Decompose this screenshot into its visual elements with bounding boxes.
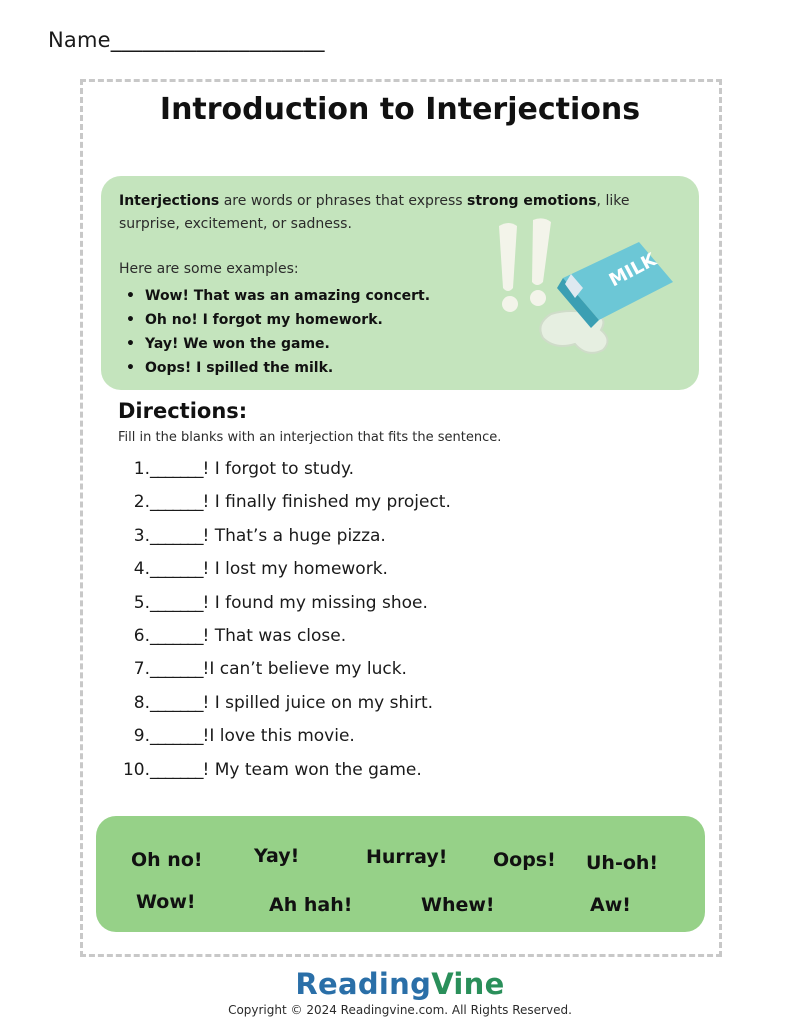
word-bank-item: Oh no! — [131, 849, 203, 871]
exclamation-marks-icon — [499, 218, 551, 312]
question-text: ! I finally finished my project. — [202, 492, 451, 513]
question-text: ! That’s a huge pizza. — [202, 525, 386, 546]
question-item — [118, 655, 451, 688]
word-bank-item: Wow! — [136, 891, 196, 913]
milk-label: MILK — [605, 249, 660, 292]
word-bank-item: Hurray! — [366, 846, 448, 868]
answer-blank[interactable]: _______ — [150, 525, 203, 546]
intro-text-a: are words or phrases that express — [219, 193, 468, 209]
examples-label: Here are some examples: — [119, 261, 299, 277]
question-list — [118, 455, 451, 789]
intro-term: Interjections — [119, 193, 220, 209]
word-bank — [96, 816, 705, 932]
question-text: ! I spilled juice on my shirt. — [202, 692, 434, 713]
answer-blank[interactable]: _______ — [150, 726, 203, 747]
example-item: • Oops! I spilled the milk. — [126, 356, 430, 380]
question-number: 10. — [122, 759, 150, 780]
spilled-milk-illustration — [491, 216, 681, 381]
answer-blank[interactable]: _______ — [150, 459, 203, 479]
question-number: 2. — [133, 492, 150, 513]
answer-blank[interactable]: _______ — [150, 692, 203, 713]
intro-emphasis: strong emotions — [467, 193, 597, 209]
question-item — [118, 589, 451, 622]
copyright-text: Copyright © 2024 Readingvine.com. All Rights Reserved. — [228, 1003, 572, 1017]
question-text: ! I forgot to study. — [202, 459, 355, 479]
answer-blank[interactable]: _______ — [150, 492, 203, 513]
question-number: 5. — [133, 592, 150, 613]
question-item — [118, 756, 451, 789]
intro-box — [101, 176, 699, 390]
question-text: ! I lost my homework. — [202, 559, 388, 580]
name-line: Name____________________ — [48, 28, 325, 52]
question-text: ! I found my missing shoe. — [202, 592, 428, 613]
question-item — [118, 522, 451, 555]
question-item — [118, 689, 451, 722]
answer-blank[interactable]: _______ — [150, 659, 203, 680]
question-number: 7. — [133, 659, 150, 680]
word-bank-item: Ah hah! — [269, 894, 353, 916]
example-item: • Wow! That was an amazing concert. — [126, 284, 430, 308]
answer-blank[interactable]: _______ — [150, 759, 203, 780]
answer-blank[interactable]: _______ — [150, 625, 203, 646]
question-item — [118, 622, 451, 655]
question-text: ! That was close. — [202, 625, 347, 646]
examples-list — [126, 284, 430, 380]
question-item — [118, 555, 451, 588]
answer-blank[interactable]: _______ — [150, 592, 203, 613]
question-text: !I can’t believe my luck. — [202, 659, 407, 680]
word-bank-item: Whew! — [421, 894, 495, 916]
question-item — [118, 455, 451, 488]
question-text: !I love this movie. — [202, 726, 355, 747]
question-number: 3. — [133, 525, 150, 546]
example-item: • Oh no! I forgot my homework. — [126, 308, 430, 332]
intro-text-b: , like surprise, excitement, or sadness. — [119, 193, 630, 232]
readingvine-logo — [0, 967, 800, 1001]
question-number: 6. — [133, 625, 150, 646]
word-bank-item: Uh-oh! — [586, 852, 659, 874]
question-text: ! My team won the game. — [202, 759, 422, 780]
question-number: 1. — [133, 459, 150, 479]
logo-part-reading: Reading — [295, 967, 432, 1001]
question-item — [118, 488, 451, 521]
question-item — [118, 722, 451, 755]
directions-text: Fill in the blanks with an interjection that fits the sentence. — [118, 430, 502, 445]
question-number: 8. — [133, 692, 150, 713]
word-bank-item: Yay! — [254, 845, 300, 867]
directions-heading: Directions: — [118, 399, 248, 423]
word-bank-item: Oops! — [493, 849, 556, 871]
question-number: 4. — [133, 559, 150, 580]
example-item: • Yay! We won the game. — [126, 332, 430, 356]
logo-part-vine: Vine — [431, 967, 505, 1001]
answer-blank[interactable]: _______ — [150, 559, 203, 580]
page-title: Introduction to Interjections — [159, 92, 641, 127]
word-bank-item: Aw! — [590, 894, 631, 916]
question-number: 9. — [133, 726, 150, 747]
